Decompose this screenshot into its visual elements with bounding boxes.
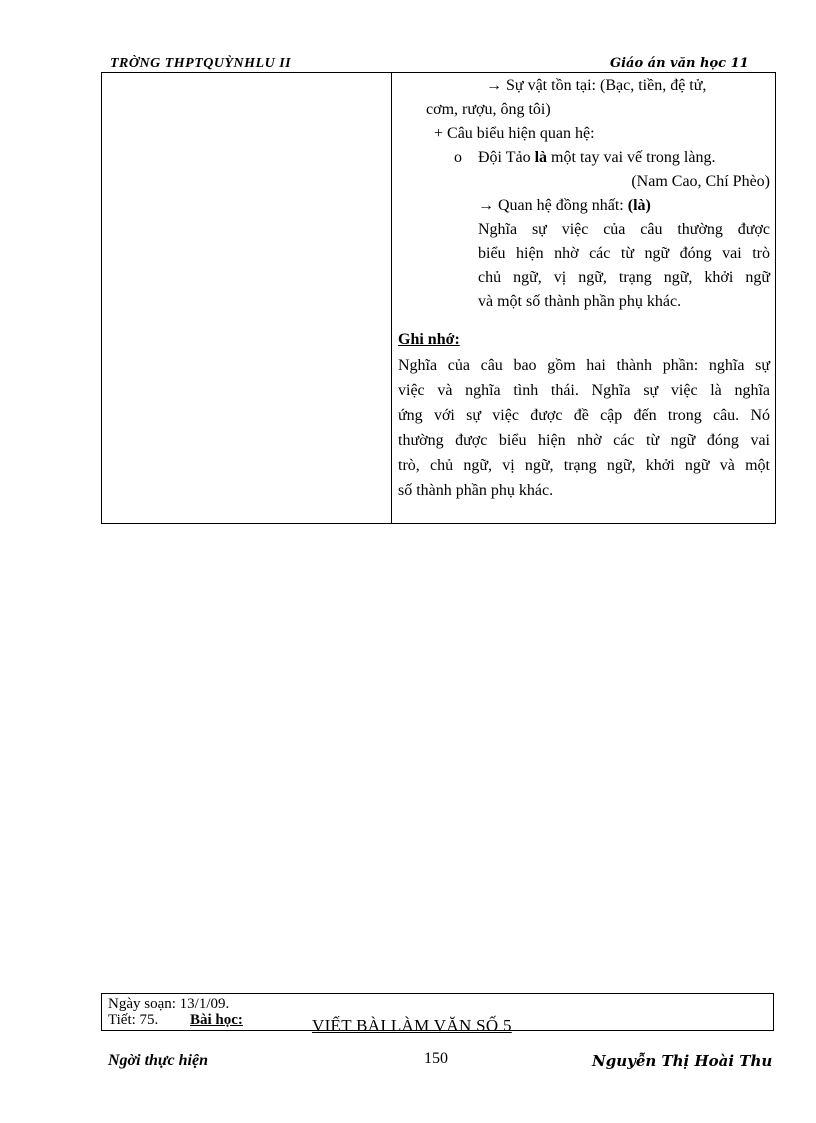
note-line: ứng với sự việc được đề cập đến trong câu. Nó [398, 407, 770, 424]
para-line: biểu hiện nhờ các từ ngữ đóng vai trò [478, 245, 770, 262]
column-divider [391, 72, 392, 523]
line-relation-sentence: + Câu biểu hiện quan hệ: [434, 125, 595, 142]
note-title: Ghi nhớ: [398, 331, 460, 348]
footer-author-name: Nguyễn Thị Hoài Thu [592, 1052, 773, 1070]
page-number: 150 [424, 1050, 448, 1067]
period-number: Tiết: 75. [108, 1012, 159, 1028]
lesson-title: VIẾT BÀI LÀM VĂN SỐ 5 [312, 1016, 512, 1035]
relation-line [478, 194, 651, 218]
example-pre: Đội Tảo [478, 149, 535, 166]
lesson-label: Bài học: [190, 1012, 243, 1028]
bullet-circle: o [454, 149, 462, 166]
lesson-info-box [101, 993, 774, 1035]
para-line: chủ ngữ, vị ngữ, trạng ngữ, khởi ngữ [478, 269, 770, 286]
header-subject: Giáo án văn học 11 [610, 56, 749, 71]
para-line: và một số thành phần phụ khác. [478, 293, 682, 310]
note-line: số thành phần phụ khác. [398, 482, 554, 499]
para-line: Nghĩa sự việc của câu thường được [478, 221, 770, 238]
example-bold: là [534, 149, 548, 166]
note-line: thường được biểu hiện nhờ các từ ngữ đóng vai [398, 432, 770, 449]
example-post: một tay vai vế trong làng. [547, 149, 716, 166]
line-existing-things: → Sự vật tồn tại: (Bạc, tiền, đệ tử, [486, 77, 707, 94]
example-citation: (Nam Cao, Chí Phèo) [631, 173, 770, 190]
relation-bold: (là) [627, 197, 651, 214]
note-line: việc và nghĩa tình thái. Nghĩa sự việc là nghĩa [398, 382, 770, 399]
header-school: TRỜNG THPTQUỲNHLU II [110, 56, 292, 71]
footer-author-label: Ngời thực hiện [108, 1052, 208, 1069]
note-line: trò, chủ ngữ, vị ngữ, trạng ngữ, khởi ngữ và một [398, 457, 770, 474]
content-table [101, 72, 776, 524]
prep-date: Ngày soạn: 13/1/09. [108, 996, 230, 1012]
example-sentence [454, 146, 715, 170]
note-line: Nghĩa của câu bao gồm hai thành phần: nghĩa sự [398, 357, 770, 374]
relation-pre: → Quan hệ đồng nhất: [478, 197, 628, 214]
line-existing-things-cont: cơm, rượu, ông tôi) [426, 101, 551, 118]
